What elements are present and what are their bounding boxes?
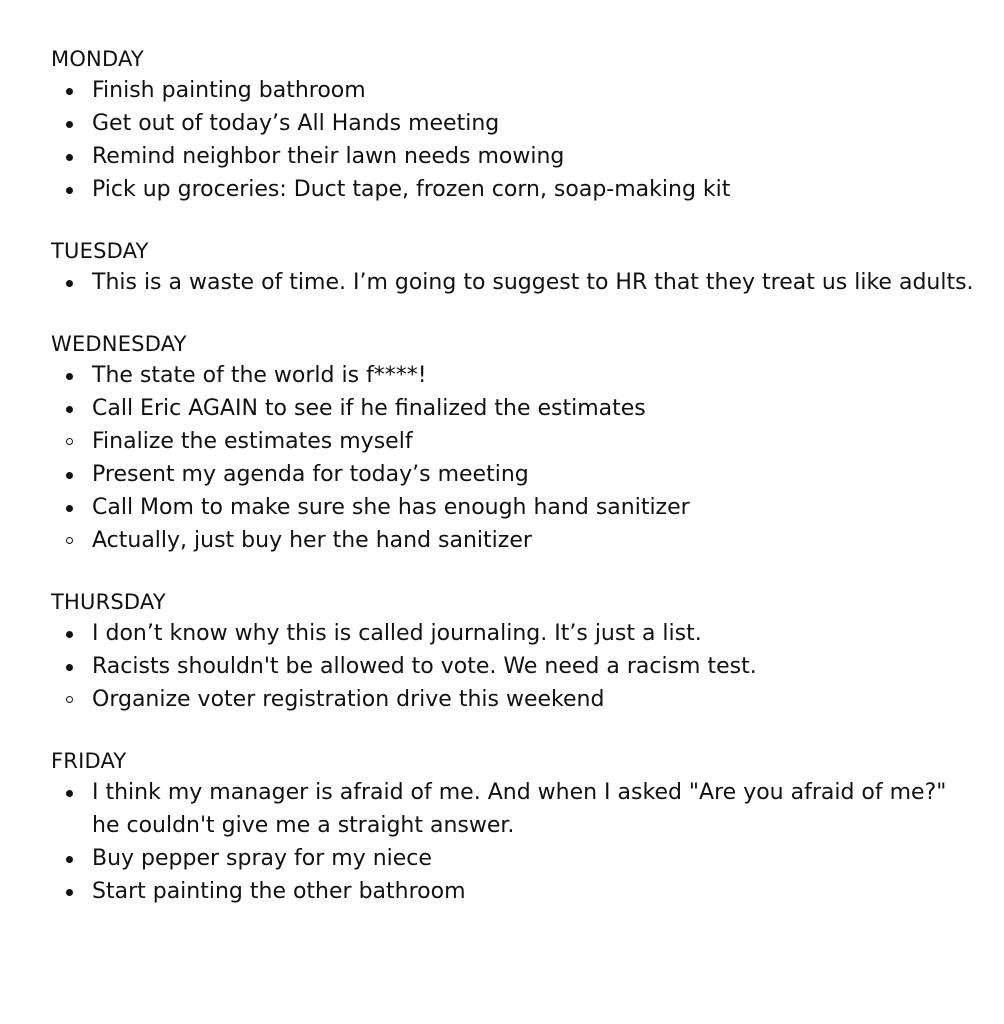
item-list — [51, 776, 974, 908]
sub-item-list — [51, 425, 974, 458]
list-item: Remind neighbor their lawn needs mowing — [51, 140, 974, 173]
sub-item-group — [51, 524, 974, 557]
list-item: Call Eric AGAIN to see if he finalized the estimates — [51, 392, 974, 425]
item-list — [51, 74, 974, 206]
list-item: Racists shouldn't be allowed to vote. We need a racism test. — [51, 650, 974, 683]
sub-item-group — [51, 683, 974, 716]
item-list — [51, 359, 974, 557]
sub-item-list — [51, 524, 974, 557]
sub-list-item: Finalize the estimates myself — [51, 425, 974, 458]
item-list — [51, 266, 974, 299]
day-heading: WEDNESDAY — [51, 332, 187, 356]
day-section-tuesday — [51, 236, 974, 299]
list-item: This is a waste of time. I’m going to suggest to HR that they treat us like adults. — [51, 266, 974, 299]
list-item: Pick up groceries: Duct tape, frozen corn, soap-making kit — [51, 173, 974, 206]
list-item: I think my manager is afraid of me. And when I asked "Are you afraid of me?" he couldn't give me a straight answer. — [51, 776, 974, 842]
list-item: Finish painting bathroom — [51, 74, 974, 107]
list-item: I don’t know why this is called journaling. It’s just a list. — [51, 617, 974, 650]
list-item: Call Mom to make sure she has enough hand sanitizer — [51, 491, 974, 524]
day-heading: MONDAY — [51, 47, 144, 71]
sub-item-list — [51, 683, 974, 716]
day-section-monday — [51, 44, 974, 206]
list-item: Start painting the other bathroom — [51, 875, 974, 908]
sub-list-item: Organize voter registration drive this weekend — [51, 683, 974, 716]
day-heading: TUESDAY — [51, 239, 149, 263]
sub-item-group — [51, 425, 974, 458]
day-section-wednesday — [51, 329, 974, 557]
list-item: Present my agenda for today’s meeting — [51, 458, 974, 491]
day-heading: THURSDAY — [51, 590, 166, 614]
list-item: Get out of today’s All Hands meeting — [51, 107, 974, 140]
day-section-friday — [51, 746, 974, 908]
day-section-thursday — [51, 587, 974, 716]
item-list — [51, 617, 974, 716]
list-item: Buy pepper spray for my niece — [51, 842, 974, 875]
day-heading: FRIDAY — [51, 749, 127, 773]
sub-list-item: Actually, just buy her the hand sanitizer — [51, 524, 974, 557]
list-item: The state of the world is f****! — [51, 359, 974, 392]
